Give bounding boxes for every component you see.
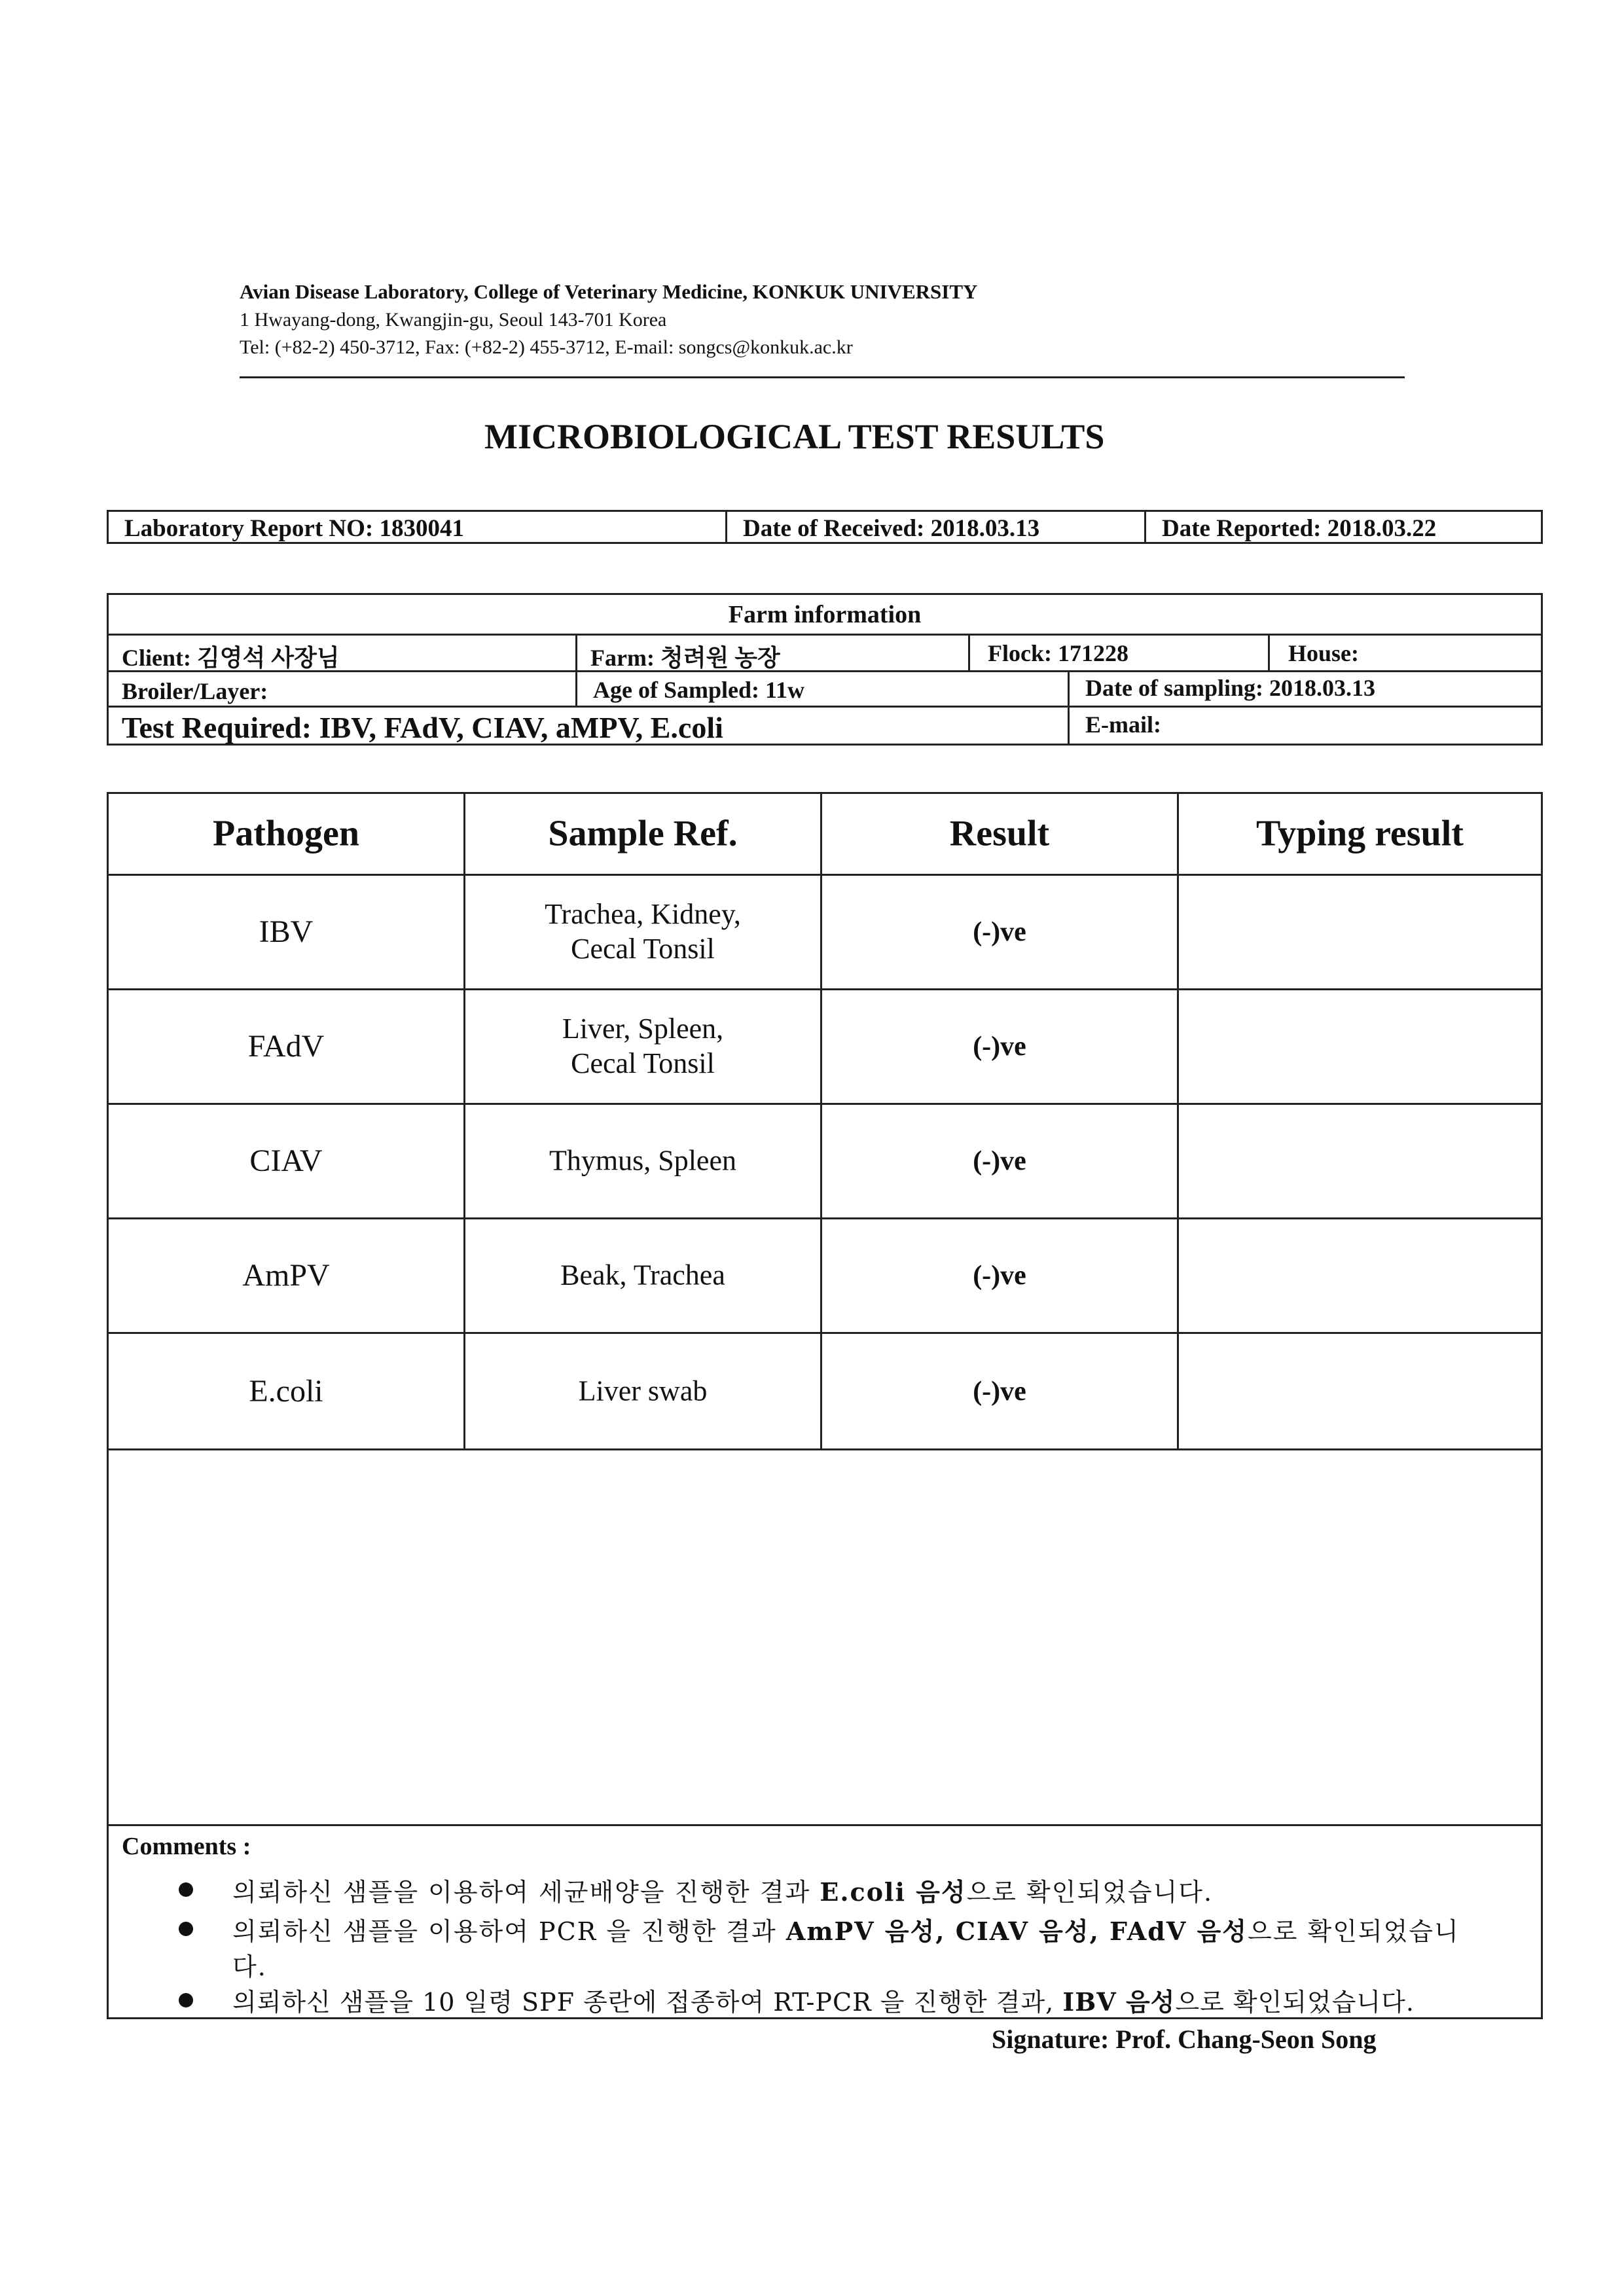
table-row-pathogen: E.coli: [107, 1332, 465, 1450]
table-row-pathogen: FAdV: [107, 988, 465, 1105]
farm-cell: [575, 634, 970, 672]
bullet-icon: [179, 1993, 193, 2007]
flock-value: Flock: 171228: [988, 640, 1128, 666]
house-value: House:: [1288, 640, 1359, 666]
broiler-layer-value: Broiler/Layer:: [122, 678, 268, 704]
age-sampled-cell: [575, 670, 1070, 708]
email-cell: [1068, 706, 1543, 746]
table-row-sample-ref: Liver, Spleen, Cecal Tonsil: [463, 988, 822, 1105]
header-pathogen: Pathogen: [107, 792, 465, 876]
institution-address: 1 Hwayang-dong, Kwangjin-gu, Seoul 143-701 Korea: [240, 309, 667, 331]
results-blank-area: [107, 1448, 1543, 1826]
table-row-result: (-)ve: [820, 1103, 1179, 1219]
comment-line-1: 의뢰하신 샘플을 이용하여 세균배양을 진행한 결과 E.coli 음성으로 확인되었습니다.: [232, 1877, 1214, 1907]
table-row-typing: [1177, 1217, 1543, 1334]
table-row-result: (-)ve: [820, 988, 1179, 1105]
flock-cell: [968, 634, 1270, 672]
header-sample-ref: Sample Ref.: [463, 792, 822, 876]
test-required-cell: [107, 706, 1070, 746]
table-row-pathogen: CIAV: [107, 1103, 465, 1219]
email-value: E-mail:: [1085, 711, 1161, 738]
date-received-cell: [725, 510, 1146, 544]
institution-contact: Tel: (+82-2) 450-3712, Fax: (+82-2) 455-3712, E-mail: songcs@konkuk.ac.kr: [240, 336, 853, 358]
table-row-typing: [1177, 874, 1543, 990]
signature: Signature: Prof. Chang-Seon Song: [992, 2024, 1377, 2054]
client-cell: [107, 634, 577, 672]
header-result: Result: [820, 792, 1179, 876]
table-row-typing: [1177, 1332, 1543, 1450]
farm-info-title-cell: [107, 593, 1543, 636]
test-required-value: Test Required: IBV, FAdV, CIAV, aMPV, E.coli: [122, 711, 723, 744]
table-row-pathogen: IBV: [107, 874, 465, 990]
date-reported: Date Reported: 2018.03.22: [1162, 515, 1437, 542]
table-row-sample-ref: Beak, Trachea: [463, 1217, 822, 1334]
report-number: Laboratory Report NO: 1830041: [124, 515, 464, 542]
comment-line-2: 의뢰하신 샘플을 이용하여 PCR 을 진행한 결과 AmPV 음성, CIAV 음성, FAdV 음성으로 확인되었습니: [232, 1916, 1460, 1946]
comment-line-3: 의뢰하신 샘플을 10 일령 SPF 종란에 접종하여 RT-PCR 을 진행한 결과, IBV 음성으로 확인되었습니다.: [232, 1987, 1415, 2017]
date-sampling-cell: [1068, 670, 1543, 708]
table-row-sample-ref: Thymus, Spleen: [463, 1103, 822, 1219]
comments-label: Comments :: [122, 1833, 251, 1860]
table-row-typing: [1177, 988, 1543, 1105]
document-title: MICROBIOLOGICAL TEST RESULTS: [484, 417, 1105, 456]
age-sampled-value: Age of Sampled: 11w: [593, 677, 804, 703]
table-row-result: (-)ve: [820, 1332, 1179, 1450]
date-reported-cell: [1144, 510, 1543, 544]
header-typing-result: Typing result: [1177, 792, 1543, 876]
table-row-result: (-)ve: [820, 874, 1179, 990]
date-received: Date of Received: 2018.03.13: [743, 515, 1040, 542]
comment-line-2-continued: 다.: [232, 1952, 267, 1981]
farm-value: Farm: 청려원 농장: [590, 645, 780, 671]
house-cell: [1268, 634, 1543, 672]
date-sampling-value: Date of sampling: 2018.03.13: [1085, 675, 1375, 701]
farm-info-title: Farm information: [728, 601, 922, 628]
table-row-pathogen: AmPV: [107, 1217, 465, 1334]
report-number-cell: [107, 510, 727, 544]
table-row-typing: [1177, 1103, 1543, 1219]
table-row-sample-ref: Liver swab: [463, 1332, 822, 1450]
table-row-sample-ref: Trachea, Kidney, Cecal Tonsil: [463, 874, 822, 990]
institution-name: Avian Disease Laboratory, College of Veterinary Medicine, KONKUK UNIVERSITY: [240, 280, 978, 303]
bullet-icon: [179, 1882, 193, 1897]
header-divider: [240, 376, 1405, 378]
client-value: Client: 김영석 사장님: [122, 645, 340, 671]
broiler-layer-cell: [107, 670, 577, 708]
table-row-result: (-)ve: [820, 1217, 1179, 1334]
bullet-icon: [179, 1922, 193, 1936]
